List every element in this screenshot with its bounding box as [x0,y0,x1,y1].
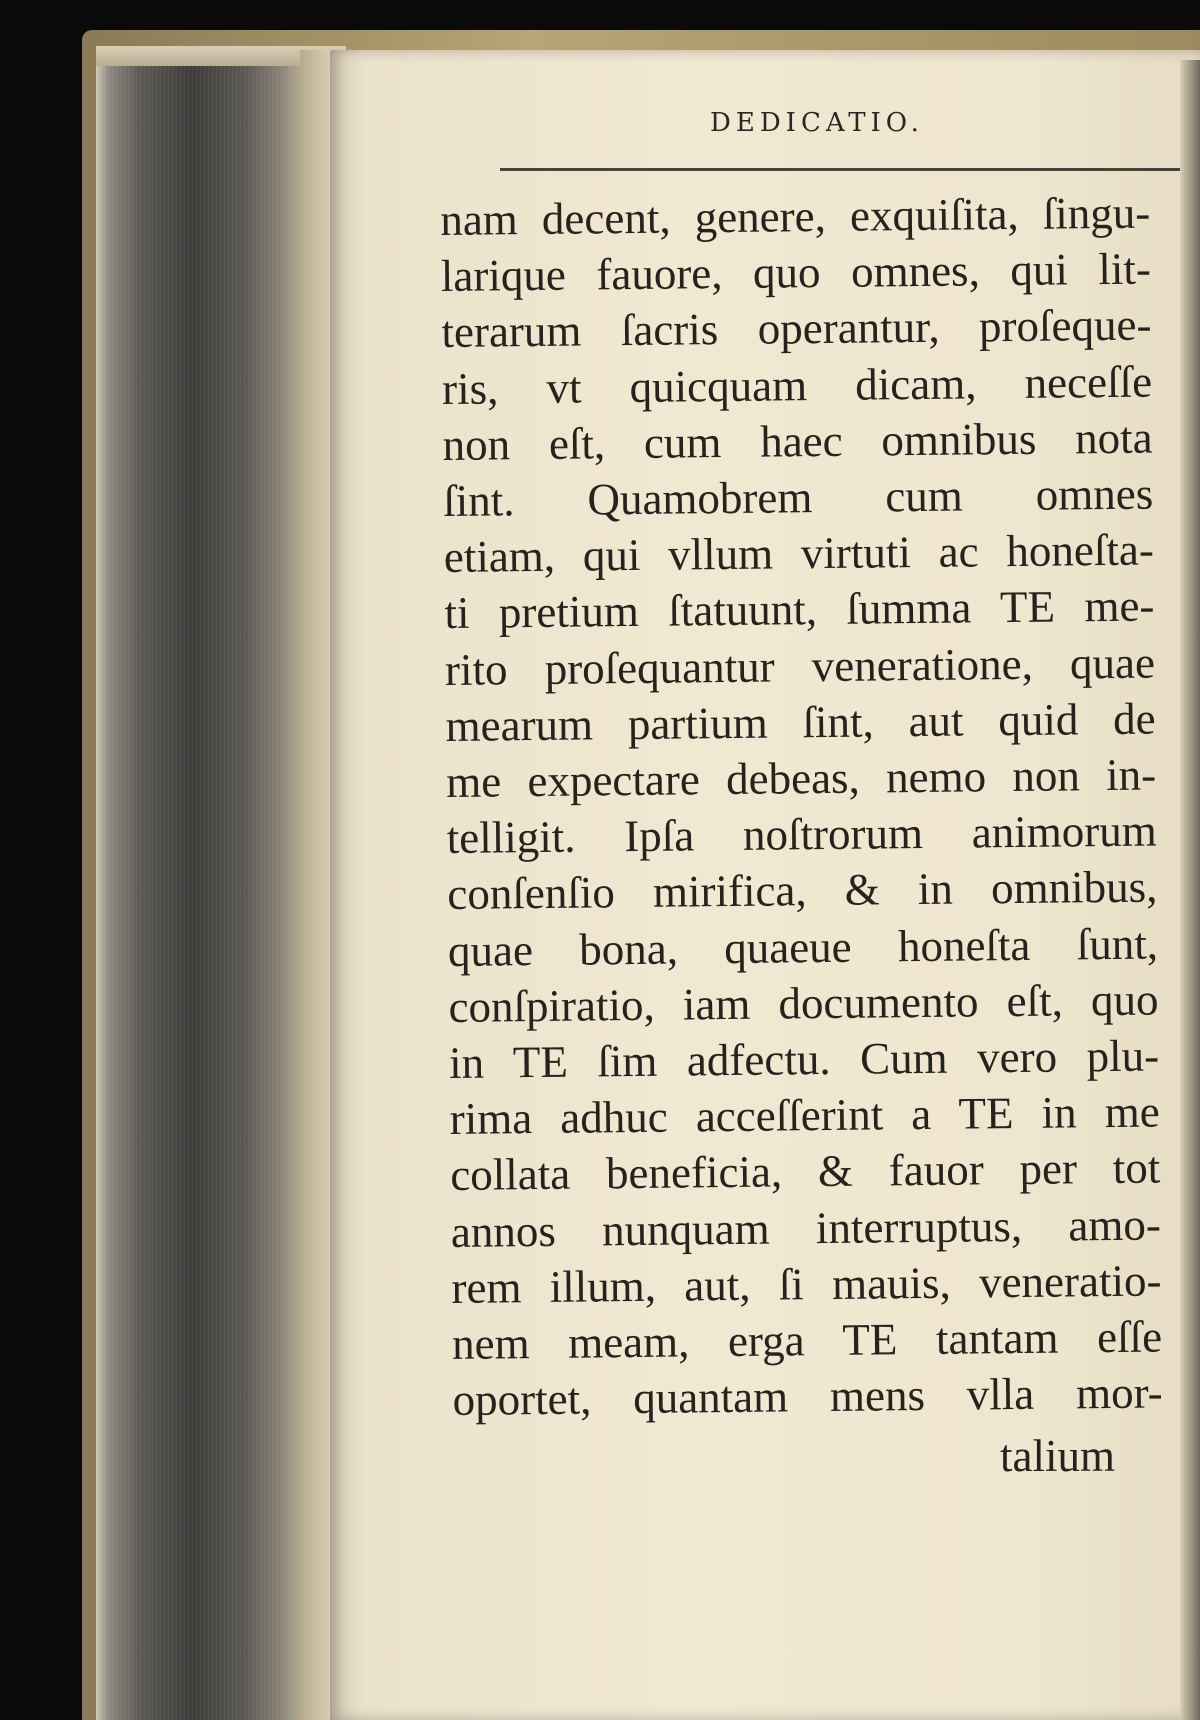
text-line: rima adhuc acceſſerint a TE in me [449,1086,1160,1145]
text-line: telligit. Ipſa noſtrorum animorum [446,805,1157,864]
running-header: DEDICATIO. [710,108,924,138]
text-line: non eſt, cum haec omnibus nota [442,412,1153,470]
text-line: larique fauore, quo omnes, qui lit- [440,243,1152,302]
text-line: mearum partium ſint, aut quid de [445,693,1156,751]
text-line: me expectare debeas, nemo non in- [445,749,1157,807]
text-line: conſpiratio, iam documento eſt, quo [448,974,1159,1032]
text-line: annos nunquam interruptus, amo- [450,1199,1162,1257]
text-line: ris, vt quicquam dicam, neceſſe [441,356,1153,414]
text-line: rem illum, aut, ſi mauis, veneratio- [451,1255,1162,1313]
header-rule [500,168,1180,171]
text-line: oportet, quantam mens vlla mor- [452,1367,1163,1426]
text-line: rito proſequantur veneratione, quae [444,637,1156,695]
text-line: conſenſio mirifica, & in omnibus, [447,861,1158,920]
text-line: ſint. Quamobrem cum omnes [442,468,1154,526]
page-block-edge [96,46,306,1720]
body-text [440,185,1163,1429]
text-line: etiam, qui vllum virtuti ac honeſta- [443,524,1155,583]
catchword: talium [1000,1431,1115,1481]
text-line: in TE ſim adfectu. Cum vero plu- [448,1030,1160,1088]
text-line: quae bona, quaeue honeſta ſunt, [447,918,1159,976]
text-line: nam decent, genere, exquiſita, ſingu- [440,187,1151,245]
text-line: ti pretium ſtatuunt, ſumma TE me- [444,580,1155,639]
page-right-edge [1180,60,1200,1720]
text-line: nem meam, erga TE tantam eſſe [451,1311,1163,1369]
text-line: terarum ſacris operantur, proſeque- [441,299,1152,358]
text-line: collata beneficia, & fauor per tot [450,1142,1161,1201]
